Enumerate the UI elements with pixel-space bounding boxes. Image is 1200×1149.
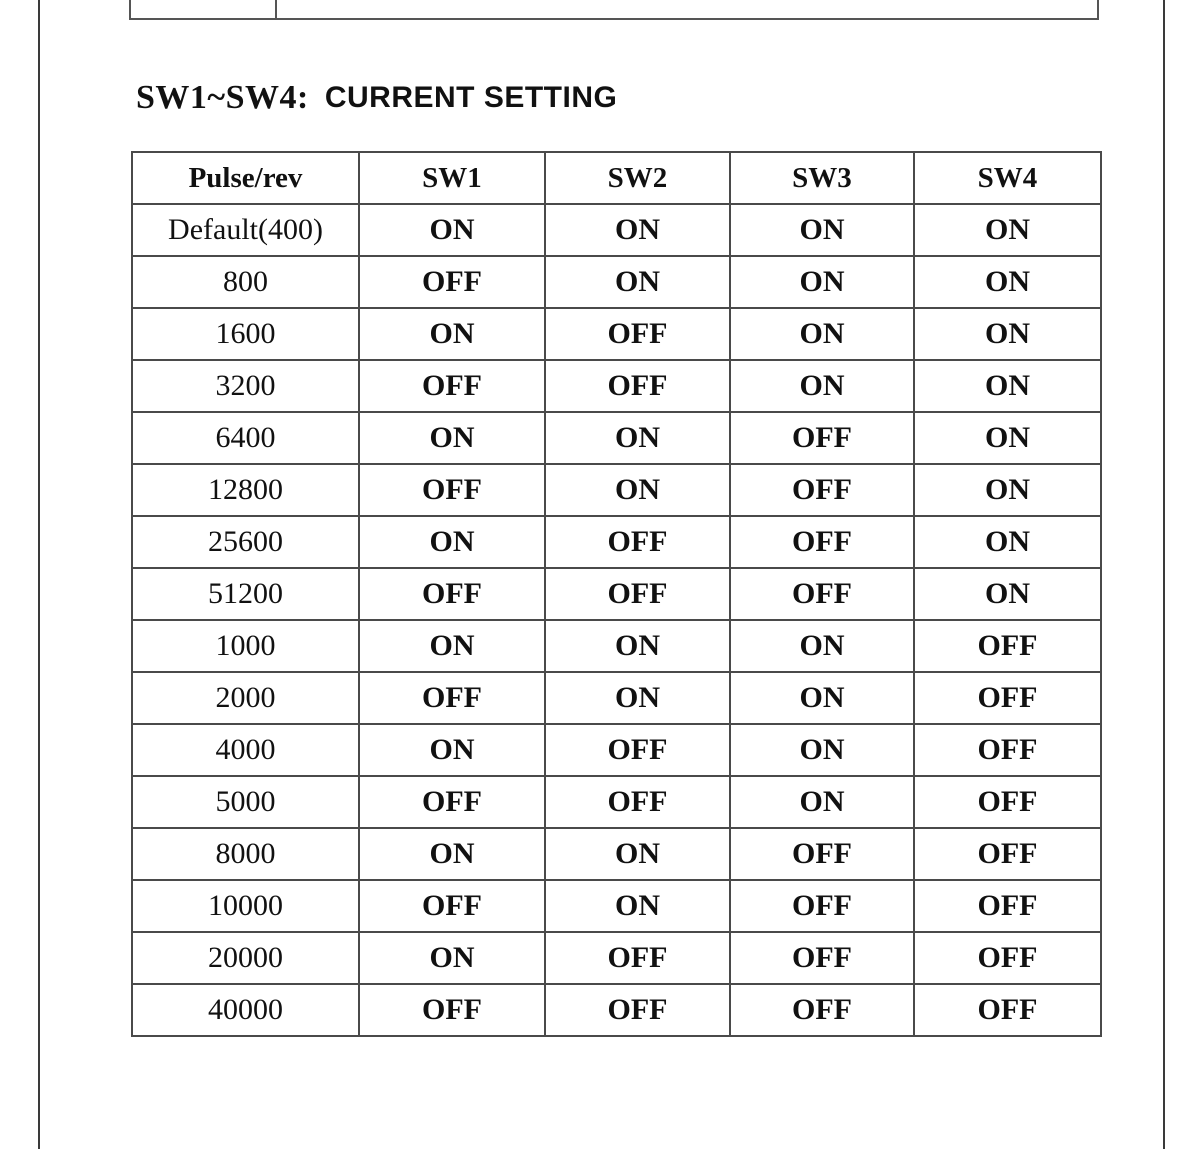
sw3-cell: ON: [730, 204, 914, 256]
pulse-rev-cell: 6400: [132, 412, 359, 464]
sw4-cell: OFF: [914, 880, 1101, 932]
pulse-rev-cell: 20000: [132, 932, 359, 984]
sw4-cell: OFF: [914, 672, 1101, 724]
sw2-cell: ON: [545, 880, 730, 932]
sw1-cell: OFF: [359, 256, 545, 308]
table-row: [132, 308, 1101, 360]
pulse-rev-cell: 1600: [132, 308, 359, 360]
pulse-rev-cell: 4000: [132, 724, 359, 776]
heading-prefix: SW1~SW4:: [136, 79, 309, 116]
sw3-cell: ON: [730, 724, 914, 776]
sw3-cell: ON: [730, 360, 914, 412]
sw3-cell: ON: [730, 776, 914, 828]
header-sw2: SW2: [545, 152, 730, 204]
page-border-left: [38, 0, 40, 1149]
sw4-cell: ON: [914, 308, 1101, 360]
table-row: [132, 724, 1101, 776]
pulse-rev-cell: 25600: [132, 516, 359, 568]
sw2-cell: OFF: [545, 932, 730, 984]
header-pulse-rev: Pulse/rev: [132, 152, 359, 204]
table-row: [132, 828, 1101, 880]
sw2-cell: ON: [545, 828, 730, 880]
sw4-cell: OFF: [914, 828, 1101, 880]
sw1-cell: OFF: [359, 568, 545, 620]
sw3-cell: ON: [730, 308, 914, 360]
sw3-cell: ON: [730, 620, 914, 672]
header-sw3: SW3: [730, 152, 914, 204]
pulse-rev-cell: 3200: [132, 360, 359, 412]
pulse-rev-cell: 5000: [132, 776, 359, 828]
section-heading: [136, 74, 617, 122]
pulse-rev-cell: 8000: [132, 828, 359, 880]
sw3-cell: OFF: [730, 568, 914, 620]
sw3-cell: ON: [730, 256, 914, 308]
sw1-cell: OFF: [359, 776, 545, 828]
sw1-cell: OFF: [359, 464, 545, 516]
current-setting-table: [131, 151, 1102, 1037]
pulse-rev-cell: 51200: [132, 568, 359, 620]
sw2-cell: OFF: [545, 360, 730, 412]
sw2-cell: OFF: [545, 516, 730, 568]
sw4-cell: ON: [914, 360, 1101, 412]
sw4-cell: ON: [914, 568, 1101, 620]
table-row: [132, 464, 1101, 516]
sw1-cell: ON: [359, 932, 545, 984]
table-header-row: [132, 152, 1101, 204]
table-row: [132, 412, 1101, 464]
sw2-cell: ON: [545, 620, 730, 672]
pulse-rev-cell: 12800: [132, 464, 359, 516]
sw4-cell: ON: [914, 256, 1101, 308]
page-border-right: [1163, 0, 1165, 1149]
sw4-cell: OFF: [914, 776, 1101, 828]
heading-suffix: CURRENT SETTING: [324, 81, 618, 114]
pulse-rev-cell: 2000: [132, 672, 359, 724]
sw3-cell: ON: [730, 672, 914, 724]
sw1-cell: ON: [359, 412, 545, 464]
sw4-cell: OFF: [914, 620, 1101, 672]
sw3-cell: OFF: [730, 412, 914, 464]
table-row: [132, 932, 1101, 984]
pulse-rev-cell: 10000: [132, 880, 359, 932]
sw2-cell: OFF: [545, 568, 730, 620]
table-row: [132, 256, 1101, 308]
table-row: [132, 984, 1101, 1036]
table-row: [132, 620, 1101, 672]
pulse-rev-cell: 800: [132, 256, 359, 308]
sw4-cell: OFF: [914, 984, 1101, 1036]
table-row: [132, 204, 1101, 256]
sw1-cell: ON: [359, 308, 545, 360]
sw2-cell: OFF: [545, 984, 730, 1036]
sw4-cell: OFF: [914, 724, 1101, 776]
sw1-cell: ON: [359, 204, 545, 256]
sw4-cell: ON: [914, 204, 1101, 256]
table-row: [132, 516, 1101, 568]
sw1-cell: OFF: [359, 672, 545, 724]
table-row: [132, 672, 1101, 724]
sw1-cell: ON: [359, 828, 545, 880]
sw3-cell: OFF: [730, 932, 914, 984]
table-row: [132, 880, 1101, 932]
sw3-cell: OFF: [730, 984, 914, 1036]
sw2-cell: OFF: [545, 776, 730, 828]
sw2-cell: ON: [545, 256, 730, 308]
sw2-cell: ON: [545, 464, 730, 516]
sw3-cell: OFF: [730, 880, 914, 932]
sw3-cell: OFF: [730, 516, 914, 568]
sw2-cell: ON: [545, 672, 730, 724]
pulse-rev-cell: 1000: [132, 620, 359, 672]
sw1-cell: OFF: [359, 360, 545, 412]
header-sw1: SW1: [359, 152, 545, 204]
pulse-rev-cell: Default(400): [132, 204, 359, 256]
sw4-cell: ON: [914, 516, 1101, 568]
table-row: [132, 360, 1101, 412]
table-row: [132, 776, 1101, 828]
sw1-cell: ON: [359, 620, 545, 672]
header-sw4: SW4: [914, 152, 1101, 204]
sw2-cell: OFF: [545, 308, 730, 360]
sw3-cell: OFF: [730, 828, 914, 880]
sw4-cell: OFF: [914, 932, 1101, 984]
table-row: [132, 568, 1101, 620]
sw4-cell: ON: [914, 464, 1101, 516]
pulse-rev-cell: 40000: [132, 984, 359, 1036]
sw2-cell: ON: [545, 204, 730, 256]
sw3-cell: OFF: [730, 464, 914, 516]
sw2-cell: OFF: [545, 724, 730, 776]
previous-table-bottom: [129, 0, 1099, 20]
sw1-cell: ON: [359, 724, 545, 776]
sw1-cell: OFF: [359, 880, 545, 932]
previous-table-divider: [275, 0, 277, 18]
sw1-cell: OFF: [359, 984, 545, 1036]
sw4-cell: ON: [914, 412, 1101, 464]
sw2-cell: ON: [545, 412, 730, 464]
sw1-cell: ON: [359, 516, 545, 568]
